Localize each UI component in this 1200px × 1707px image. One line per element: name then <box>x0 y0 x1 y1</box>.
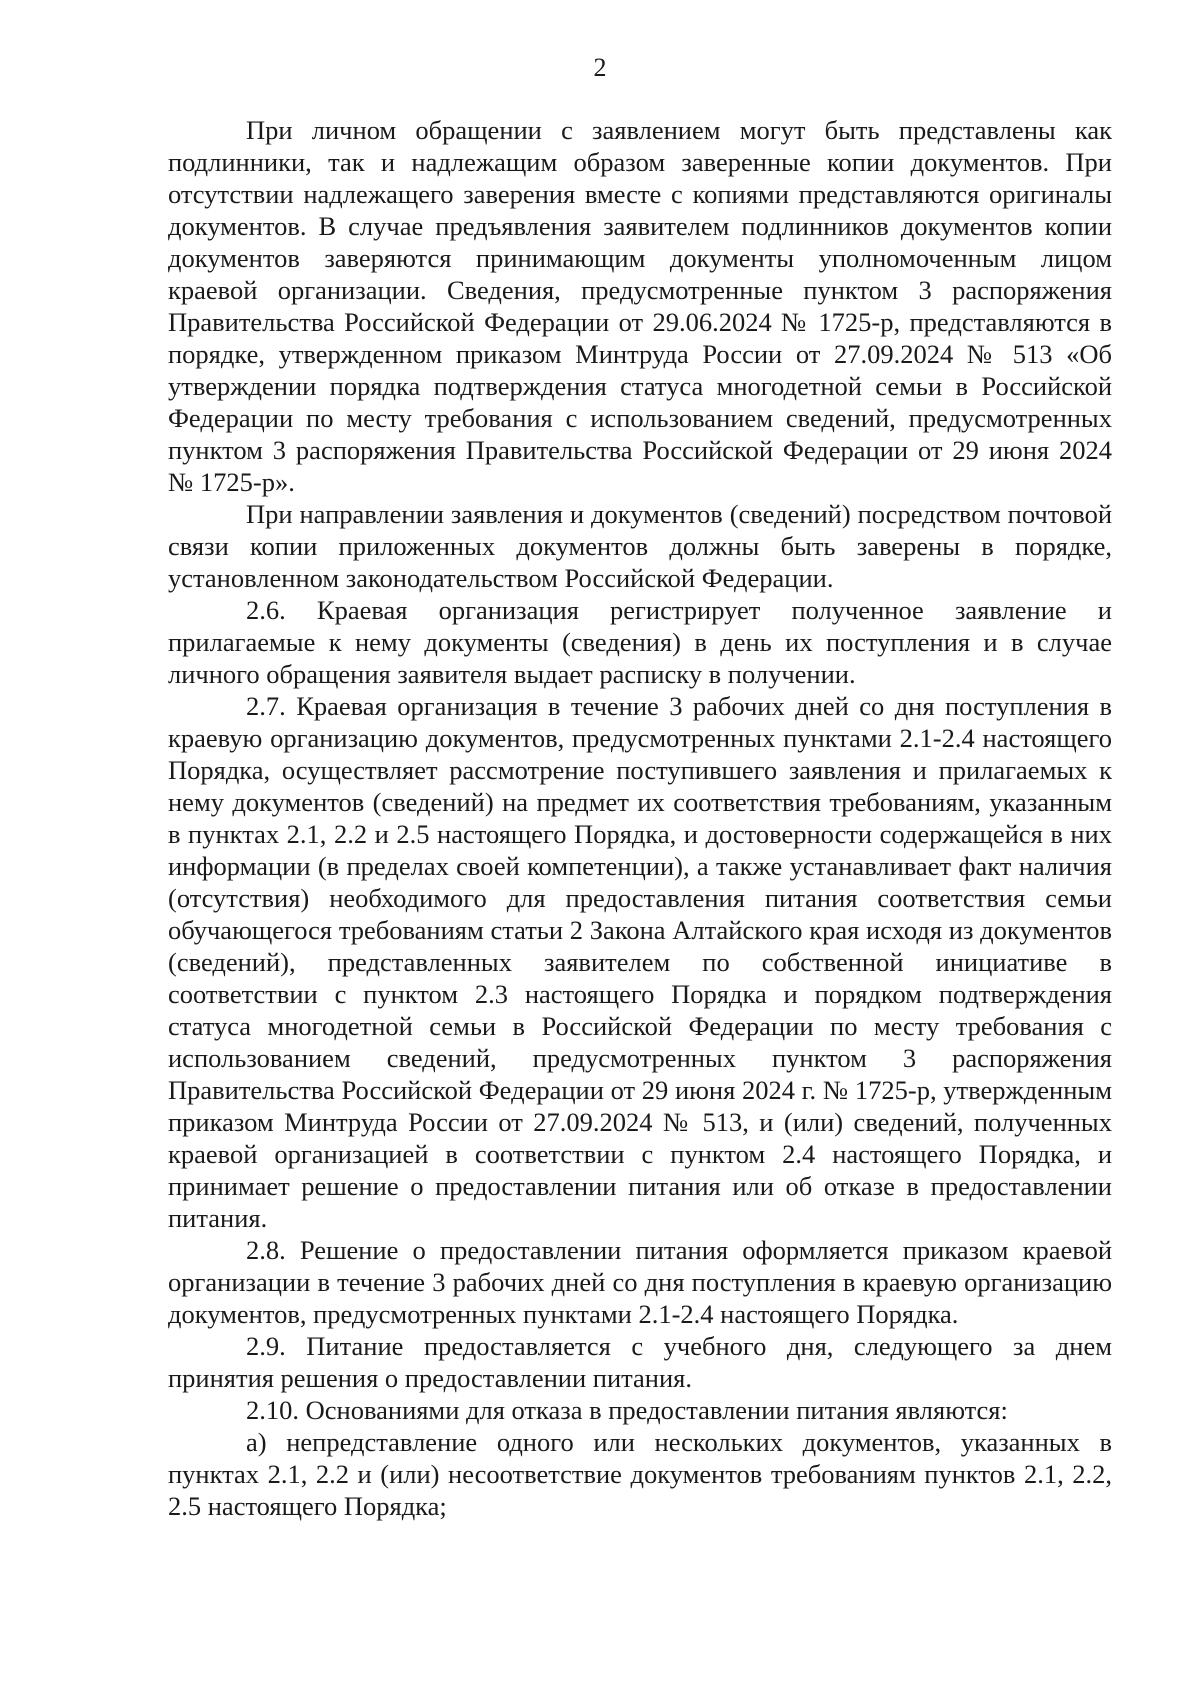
paragraph-2-9: 2.9. Питание предоставляется с учебного дня, следующего за днем принятия решения о предоставлении питания. <box>168 1331 1112 1393</box>
page-number: 2 <box>593 53 607 82</box>
paragraph-personal-application: При личном обращении с заявлением могут быть представлены как подлинники, так и надлежащим образом заверенные копии документов. При отсутствии надлежащего заверения вместе с копиями представляются оригиналы документов. В случае предъявления заявителем подлинников документов копии документов заверяются принимающим документы уполномоченным лицом краевой организации. Сведения, предусмотренные пунктом 3 распоряжения Правительства Российской Федерации от 29.06.2024 № 1725-р, представляются в порядке, утвержденном приказом Минтруда России от 27.09.2024 № 513 «Об утверждении порядка подтверждения статуса многодетной семьи в Российской Федерации по месту требования с использованием сведений, предусмотренных пунктом 3 распоряжения Правительства Российской Федерации от 29 июня 2024 № 1725-р». <box>168 115 1112 497</box>
paragraph-2-8: 2.8. Решение о предоставлении питания оформляется приказом краевой организации в течение 3 рабочих дней со дня поступления в краевую организацию документов, предусмотренных пунктами 2.1-2.4 настоящего Порядка. <box>168 1235 1112 1329</box>
document-body <box>168 114 1112 1522</box>
paragraph-2-10: 2.10. Основаниями для отказа в предоставлении питания являются: <box>246 1395 1008 1425</box>
paragraph-2-7: 2.7. Краевая организация в течение 3 рабочих дней со дня поступления в краевую организацию документов, предусмотренных пунктами 2.1-2.4 настоящего Порядка, осуществляет рассмотрение поступившего заявления и прилагаемых к нему документов (сведений) на предмет их соответствия требованиям, указанным в пунктах 2.1, 2.2 и 2.5 настоящего Порядка, и достоверности содержащейся в них информации (в пределах своей компетенции), а также устанавливает факт наличия (отсутствия) необходимого для предоставления питания соответствия семьи обучающегося требованиям статьи 2 Закона Алтайского края исходя из документов (сведений), представленных заявителем по собственной инициативе в соответствии с пунктом 2.3 настоящего Порядка и порядком подтверждения статуса многодетной семьи в Российской Федерации по месту требования с использованием сведений, предусмотренных пунктом 3 распоряжения Правительства Российской Федерации от 29 июня 2024 г. № 1725-р, утвержденным приказом Минтруда России от 27.09.2024 № 513, и (или) сведений, полученных краевой организацией в соответствии с пунктом 2.4 настоящего Порядка, и принимает решение о предоставлении питания или об отказе в предоставлении питания. <box>168 691 1112 1233</box>
paragraph-2-6: 2.6. Краевая организация регистрирует полученное заявление и прилагаемые к нему документы (сведения) в день их поступления и в случае личного обращения заявителя выдает расписку в получении. <box>168 595 1112 689</box>
paragraph-postal-submission: При направлении заявления и документов (сведений) посредством почтовой связи копии приложенных документов должны быть заверены в порядке, установленном законодательством Российской Федерации. <box>168 499 1112 593</box>
paragraph-2-10-a: а) непредставление одного или нескольких документов, указанных в пунктах 2.1, 2.2 и (или) несоответствие документов требованиям пунктов 2.1, 2.2, 2.5 настоящего Порядка; <box>168 1427 1112 1521</box>
